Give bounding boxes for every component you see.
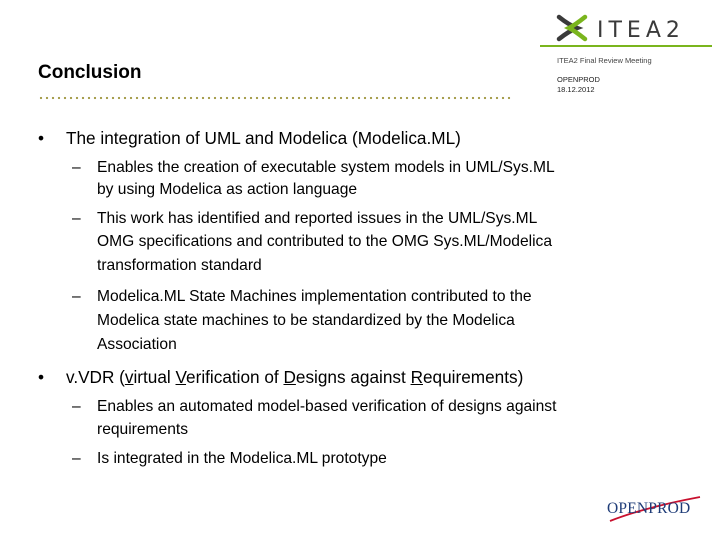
bullet-2-sub-2-line-1: Is integrated in the Modelica.ML prototype — [97, 450, 387, 467]
itea2-logo — [555, 13, 695, 43]
bullet-2-sub-1-line-1: Enables an automated model-based verification of designs against — [97, 398, 557, 415]
bullet-1-sub-2-line-1: This work has identified and reported issues in the UML/Sys.ML — [97, 210, 538, 227]
bullet-1-text: The integration of UML and Modelica (Modelica.ML) — [66, 128, 461, 148]
project-label: OPENPROD — [557, 75, 600, 84]
sub-bullet-marker: – — [72, 288, 81, 305]
openprod-wordmark: OPENPROD — [607, 500, 691, 517]
bullet-1-sub-3-line-2: Modelica state machines to be standardized by the Modelica — [97, 312, 515, 329]
bullet-1-sub-1-line-1: Enables the creation of executable system models in UML/Sys.ML — [97, 159, 555, 176]
header-accent-bar — [540, 45, 712, 47]
bullet-1-sub-3-line-1: Modelica.ML State Machines implementation contributed to the — [97, 288, 532, 305]
sub-bullet-marker: – — [72, 450, 81, 467]
bullet-1-sub-2-line-2: OMG specifications and contributed to the OMG Sys.ML/Modelica — [97, 233, 553, 250]
bullet-2-text: v.VDR (virtual Verification of Designs against Requirements) — [66, 367, 524, 387]
sub-bullet-marker: – — [72, 210, 81, 227]
itea2-wordmark: ITEA2 — [597, 18, 685, 43]
sub-bullet-marker: – — [72, 398, 81, 415]
itea2-mark-icon — [559, 17, 585, 39]
bullet-marker: • — [38, 367, 45, 387]
meeting-label: ITEA2 Final Review Meeting — [557, 56, 652, 65]
sub-bullet-marker: – — [72, 159, 81, 176]
bullet-1-sub-1-line-2: by using Modelica as action language — [97, 181, 358, 198]
bullet-1-sub-2-line-3: transformation standard — [97, 257, 262, 274]
title-underline-dots — [38, 96, 512, 100]
date-label: 18.12.2012 — [557, 85, 595, 94]
bullet-2-sub-1-line-2: requirements — [97, 421, 189, 438]
slide-title: Conclusion — [38, 62, 142, 83]
bullet-marker: • — [38, 128, 45, 148]
bullet-1-sub-3-line-3: Association — [97, 336, 177, 353]
